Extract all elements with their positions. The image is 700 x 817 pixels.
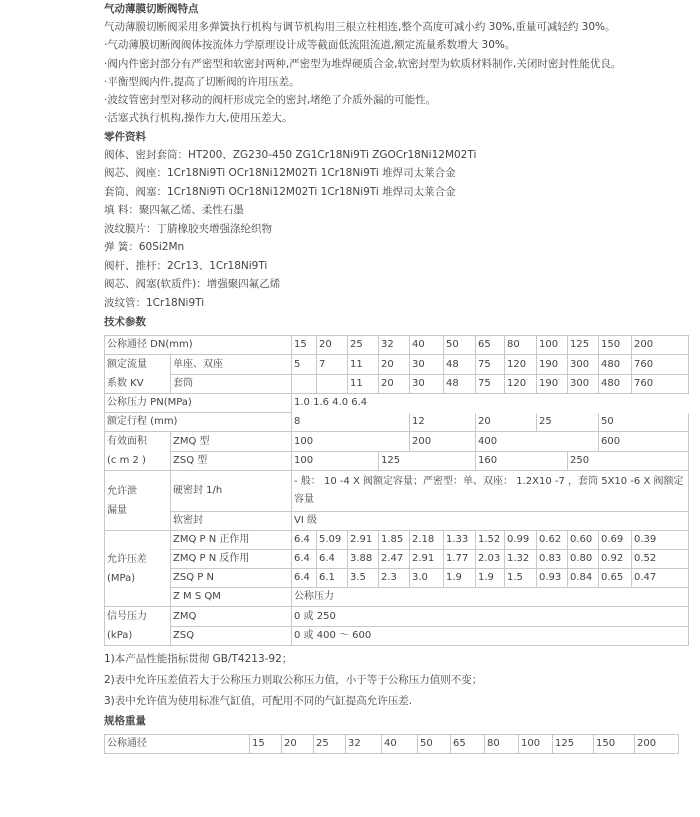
area-label-line: 有效面积: [107, 436, 147, 448]
kv-cell: 30: [410, 374, 444, 394]
spec-cell: 32: [346, 735, 382, 754]
sig-zsq-label: ZSQ: [171, 626, 292, 646]
dp-cell: 2.18: [410, 531, 444, 550]
kv-cell: 190: [537, 355, 568, 375]
spec-cell: 20: [282, 735, 314, 754]
area-cell: 125: [379, 451, 476, 471]
spec-cell: 65: [451, 735, 485, 754]
kv-cell: 11: [348, 355, 379, 375]
part-item: 弹 簧：60Si2Mn: [104, 241, 185, 254]
dn-cell: 32: [379, 336, 410, 355]
part-item: 波纹管：1Cr18Ni9Ti: [104, 296, 205, 309]
kv-label: [105, 355, 171, 394]
kv-cell: 11: [348, 374, 379, 394]
spec-cell: 200: [635, 735, 679, 754]
kv-cell: 760: [632, 374, 689, 394]
area-cell: 400: [476, 432, 599, 452]
kv-cell: 48: [444, 374, 476, 394]
dn-cell: 65: [476, 336, 505, 355]
area-cell: 250: [568, 451, 689, 471]
dp-cell: 1.32: [505, 550, 537, 569]
travel-row: [105, 413, 689, 432]
dp-cell: 0.93: [537, 569, 568, 588]
kv-label-line: 系数 KV: [107, 378, 144, 390]
kv-cell: [292, 374, 317, 394]
dp-cell: 1.9: [476, 569, 505, 588]
dp-row: [105, 569, 689, 588]
dp-cell: 0.99: [505, 531, 537, 550]
feature-item: ·气动薄膜切断阀阀体按流体力学原理设计成等截面低流阻流道,额定流量系数增大 30%。: [104, 39, 516, 52]
dp-cell: 1.9: [444, 569, 476, 588]
dp-cell: 2.03: [476, 550, 505, 569]
kv-single-label: 单座、双座: [171, 355, 292, 375]
dp-cell: 0.52: [632, 550, 689, 569]
leak-label: [105, 471, 171, 531]
area-cell: 100: [292, 432, 410, 452]
travel-cell: 25: [537, 413, 599, 432]
dn-label: 公称通径 DN(mm): [105, 336, 292, 355]
sig-zmq-row: [105, 607, 689, 627]
hard-seal-label: 硬密封 1/h: [171, 471, 292, 512]
part-item: 阀芯、阀塞(软质件)：增强聚四氟乙烯: [104, 278, 281, 291]
kv-cell: 7: [317, 355, 348, 375]
area-cell: 100: [292, 451, 379, 471]
dp-cell: 1.85: [379, 531, 410, 550]
part-item: 填 料：聚四氟乙烯、柔性石墨: [104, 204, 244, 217]
dn-cell: 20: [317, 336, 348, 355]
feature-item: ·波纹管密封型对移动的阀杆形成完全的密封,堵绝了介质外漏的可能性。: [104, 94, 437, 107]
kv-single-row: [105, 355, 689, 375]
leak-hard-row: [105, 471, 689, 512]
dn-cell: 100: [537, 336, 568, 355]
hard-seal-value: - 般： 10 -4 X 阀额定容量；严密型：单、双座： 1.2X10 -7 ，套筒 5X10 -6 X 阀额定容量: [292, 471, 689, 512]
dp-cell: 0.69: [599, 531, 632, 550]
dp-cell: 0.83: [537, 550, 568, 569]
dp-cell: 6.4: [317, 550, 348, 569]
soft-seal-value: VI 级: [292, 512, 689, 531]
leak-label-line: 漏量: [107, 504, 127, 516]
spec-heading: 规格重量: [104, 715, 146, 728]
kv-cell: 480: [599, 374, 632, 394]
part-item: 波纹膜片：丁腈橡胶夹增强涤纶织物: [104, 222, 272, 235]
pn-row: [105, 394, 689, 413]
feature-item: 气动薄膜切断阀采用多弹簧执行机构与调节机构用三根立柱相连,整个高度可减小约 30%,重量可减轻约 30%。: [104, 21, 616, 33]
zmq-type: ZMQ 型: [171, 432, 292, 452]
dp-cell: 2.3: [379, 569, 410, 588]
area-label-line: (c m 2 ): [107, 455, 146, 467]
kv-cell: [317, 374, 348, 394]
kv-cell: 760: [632, 355, 689, 375]
area-cell: 600: [599, 432, 632, 452]
dn-cell: 15: [292, 336, 317, 355]
dp-row-label: ZMQ P N 反作用: [171, 550, 292, 569]
sig-zmq-label: ZMQ: [171, 607, 292, 627]
zmsqm-value: 公称压力: [292, 588, 689, 607]
kv-cell: 20: [379, 374, 410, 394]
spec-cell: 125: [553, 735, 594, 754]
spec-cell: 80: [485, 735, 519, 754]
notes: [104, 649, 688, 712]
note: 3)表中允许值为使用标准气缸值，可配用不同的气缸提高允许压差.: [104, 695, 413, 708]
feature-item: ·阀内件密封部分有严密型和软密封两种,严密型为堆焊硬质合金,软密封型为软质材料制作,关闭时密封性能优良。: [104, 57, 622, 70]
dp-cell: 6.4: [292, 531, 317, 550]
dn-cell: 40: [410, 336, 444, 355]
spec-row: [105, 735, 679, 754]
dp-cell: 2.91: [348, 531, 379, 550]
kv-cell: 48: [444, 355, 476, 375]
kv-sleeve-row: [105, 374, 689, 394]
parts-list: [104, 146, 688, 313]
dp-cell: 2.91: [410, 550, 444, 569]
dn-cell: 200: [632, 336, 689, 355]
leak-soft-row: [105, 512, 689, 531]
spec-label: 公称通径: [105, 735, 250, 754]
part-item: 阀杆、推杆：2Cr13、1Cr18Ni9Ti: [104, 259, 268, 272]
tech-heading: 技术参数: [104, 316, 146, 329]
dp-cell: 0.60: [568, 531, 599, 550]
dp-cell: 1.33: [444, 531, 476, 550]
dp-cell: 0.65: [599, 569, 632, 588]
dp-cell: 0.39: [632, 531, 689, 550]
dp-cell: 3.88: [348, 550, 379, 569]
dn-cell: 150: [599, 336, 632, 355]
zsq-type: ZSQ 型: [171, 451, 292, 471]
spec-cell: 100: [519, 735, 553, 754]
dp-cell: 1.77: [444, 550, 476, 569]
dp-label-line: (MPa): [107, 572, 136, 584]
document: [104, 0, 688, 754]
dp-cell: 3.5: [348, 569, 379, 588]
kv-cell: 120: [505, 374, 537, 394]
travel-cell: 8: [292, 413, 410, 432]
sig-zsq-row: [105, 626, 689, 646]
spec-table: [104, 734, 679, 754]
zmsqm-row: [105, 588, 689, 607]
kv-sleeve-label: 套筒: [171, 374, 292, 394]
dp-row: [105, 531, 689, 550]
dn-cell: 80: [505, 336, 537, 355]
spec-cell: 50: [418, 735, 451, 754]
note: 1)本产品性能指标贯彻 GB/T4213-92；: [104, 653, 293, 666]
dp-cell: 0.92: [599, 550, 632, 569]
pn-value: 1.0 1.6 4.0 6.4: [292, 394, 689, 413]
spec-cell: 150: [594, 735, 635, 754]
dp-cell: 0.62: [537, 531, 568, 550]
features-list: [104, 18, 688, 128]
travel-cell: 20: [476, 413, 537, 432]
part-item: 套筒、阀塞：1Cr18Ni9Ti OCr18Ni12M02Ti 1Cr18Ni9Ti 堆焊司太莱合金: [104, 185, 456, 198]
kv-cell: 30: [410, 355, 444, 375]
dp-cell: 3.0: [410, 569, 444, 588]
leak-label-line: 允许泄: [107, 485, 137, 497]
features-heading: 气动薄膜切断阀特点: [104, 3, 199, 15]
travel-label: 额定行程 (mm): [105, 413, 292, 432]
dp-cell: 6.1: [317, 569, 348, 588]
kv-cell: 20: [379, 355, 410, 375]
parts-heading: 零件资料: [104, 130, 146, 143]
dp-cell: 1.52: [476, 531, 505, 550]
kv-cell: 300: [568, 374, 599, 394]
dp-cell: 0.47: [632, 569, 689, 588]
part-item: 阀体、密封套筒：HT200、ZG230-450 ZG1Cr18Ni9Ti ZGOCr18Ni12M02Ti: [104, 148, 477, 161]
sig-zsq-value: 0 或 400 ～ 600: [292, 626, 689, 646]
dp-cell: 2.47: [379, 550, 410, 569]
dn-cell: 125: [568, 336, 599, 355]
kv-cell: 120: [505, 355, 537, 375]
spec-cell: 40: [382, 735, 418, 754]
sig-zmq-value: 0 或 250: [292, 607, 689, 627]
soft-seal-label: 软密封: [171, 512, 292, 531]
sig-label-line: (kPa): [107, 630, 133, 642]
dp-cell: 1.5: [505, 569, 537, 588]
sig-label: [105, 607, 171, 646]
dp-row-label: ZMQ P N 正作用: [171, 531, 292, 550]
note: 2)表中允许压差值若大于公称压力则取公称压力值，小于等于公称压力值则不变；: [104, 674, 483, 687]
zmsqm-label: Z M S QM: [171, 588, 292, 607]
dp-cell: 0.84: [568, 569, 599, 588]
sig-label-line: 信号压力: [107, 611, 147, 623]
area-zsq-row: [105, 451, 689, 471]
pn-label: 公称压力 PN(MPa): [105, 394, 292, 413]
kv-cell: 480: [599, 355, 632, 375]
area-cell: 200: [410, 432, 476, 452]
tech-table: [104, 335, 689, 646]
dp-cell: 0.80: [568, 550, 599, 569]
travel-cell: 50: [599, 413, 689, 432]
spec-cell: 15: [250, 735, 282, 754]
dp-row-label: ZSQ P N: [171, 569, 292, 588]
kv-cell: 300: [568, 355, 599, 375]
feature-item: ·活塞式执行机构,操作力大,使用压差大。: [104, 112, 293, 125]
dp-label: [105, 531, 171, 607]
travel-cell: 12: [410, 413, 476, 432]
kv-cell: 190: [537, 374, 568, 394]
kv-label-line: 额定流量: [107, 359, 147, 371]
dp-row: [105, 550, 689, 569]
spec-cell: 25: [314, 735, 346, 754]
area-cell: 160: [476, 451, 568, 471]
dn-cell: 25: [348, 336, 379, 355]
dp-cell: 5.09: [317, 531, 348, 550]
kv-cell: 75: [476, 355, 505, 375]
kv-cell: 75: [476, 374, 505, 394]
dp-cell: 6.4: [292, 569, 317, 588]
area-zmq-row: [105, 432, 689, 452]
dp-cell: 6.4: [292, 550, 317, 569]
area-cell: [632, 432, 689, 452]
part-item: 阀芯、阀座：1Cr18Ni9Ti OCr18Ni12M02Ti 1Cr18Ni9Ti 堆焊司太莱合金: [104, 167, 456, 180]
dn-cell: 50: [444, 336, 476, 355]
kv-cell: 5: [292, 355, 317, 375]
feature-item: ·平衡型阀内件,提高了切断阀的许用压差。: [104, 75, 300, 88]
dn-row: [105, 336, 689, 355]
area-label: [105, 432, 171, 471]
dp-label-line: 允许压差: [107, 553, 147, 565]
